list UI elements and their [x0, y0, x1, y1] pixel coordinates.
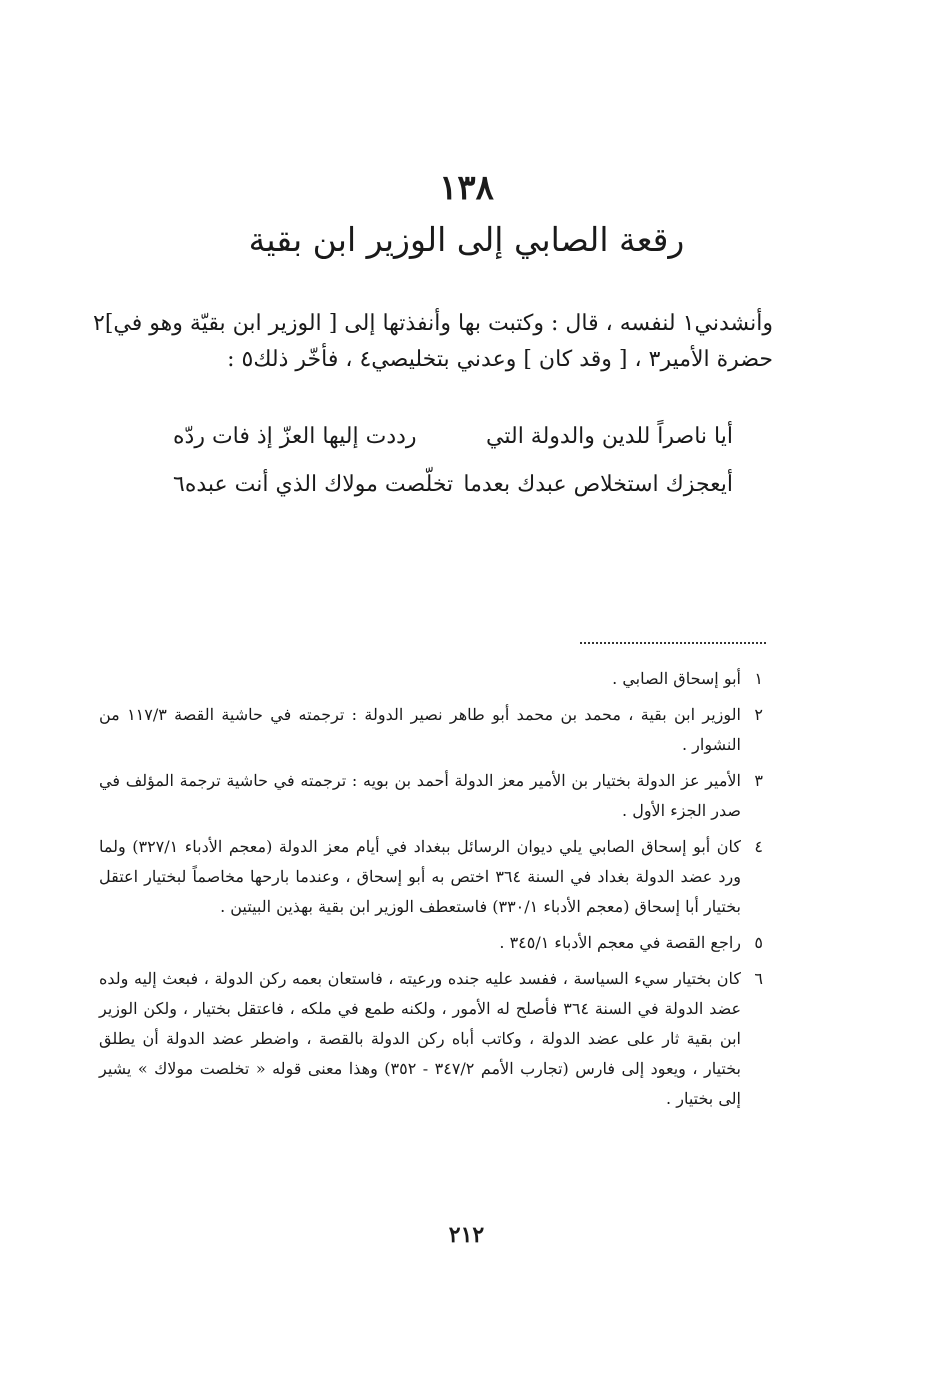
verse-second-hemistich: رددت إليها العزّ إذ فات ردّه: [173, 423, 417, 449]
footnote: [99, 964, 763, 1114]
verse-line: [173, 460, 733, 508]
footnotes: [99, 664, 763, 1120]
footnote-separator: [580, 642, 766, 644]
verse-second-hemistich: تخلّصت مولاك الذي أنت عبده٦: [173, 471, 454, 497]
footnote-number: ١: [754, 669, 763, 688]
verse-first-hemistich: أيعجزك استخلاص عبدك بعدما: [463, 471, 733, 497]
footnote-text: الأمير عز الدولة بختيار بن الأمير معز الدولة أحمد بن بويه : ترجمته في حاشية ترجمة المؤلف في صدر الجزء الأول .: [99, 771, 742, 820]
page-number: ٢١٢: [448, 1222, 485, 1248]
footnote-text: راجع القصة في معجم الأدباء ٣٤٥/١ .: [499, 933, 741, 952]
footnote-number: ٦: [754, 969, 763, 988]
poem: [173, 412, 733, 508]
footnote: [99, 928, 763, 958]
footnote-text: الوزير ابن بقية ، محمد بن محمد أبو طاهر نصير الدولة : ترجمته في حاشية القصة ١١٧/٣ من النشوار .: [99, 705, 741, 754]
verse-line: [173, 412, 733, 460]
intro-paragraph: وأنشدني١ لنفسه ، قال : وكتبت بها وأنفذتها إلى [ الوزير ابن بقيّة وهو في]٢ حضرة الأمير٣ ، [ وقد كان ] وعدني بتخليصي٤ ، فأخّر ذلك٥ :: [93, 311, 773, 372]
footnote-number: ٤: [754, 837, 763, 856]
footnote: [99, 700, 763, 760]
footnote-number: ٣: [754, 771, 763, 790]
footnote-text: كان أبو إسحاق الصابي يلي ديوان الرسائل ببغداد في أيام معز الدولة (معجم الأدباء ٣٢٧/١) ولما ورد عضد الدولة بغداد في السنة ٣٦٤ اختص به أبو إسحاق ، وعندما بارحها مخاصماً لبختيار اعتقل بختيار أبا إسحاق (معجم الأدباء ٣٣٠/١) فاستعطف الوزير ابن بقية بهذين البيتين .: [99, 837, 741, 916]
footnote: [99, 664, 763, 694]
footnote-text: أبو إسحاق الصابي .: [612, 669, 741, 688]
footnote-number: ٢: [754, 705, 763, 724]
story-title: رقعة الصابي إلى الوزير ابن بقية: [248, 220, 685, 259]
footnote-number: ٥: [754, 933, 763, 952]
footnote: [99, 766, 763, 826]
footnote-text: كان بختيار سيء السياسة ، ففسد عليه جنده ورعيته ، فاستعان بعمه ركن الدولة ، فبعث إليه ولده عضد الدولة في السنة ٣٦٤ فأصلح له الأمور ، ولكنه طمع في ملكه ، فاعتقل بختيار ، ولكن الوزير ابن بقية ثار على عضد الدولة ، وكاتب أباه ركن الدولة بالقصة ، واضطر عضد الدولة أن يطلق بختيار ، ويعود إلى فارس (تجارب الأمم ٣٤٧/٢ - ٣٥٢) وهذا معنى قوله « تخلصت مولاك » يشير إلى بختيار .: [99, 969, 742, 1108]
story-number: ١٣٨: [439, 168, 494, 208]
footnote: [99, 832, 763, 922]
verse-first-hemistich: أيا ناصراً للدين والدولة التي: [486, 423, 733, 449]
